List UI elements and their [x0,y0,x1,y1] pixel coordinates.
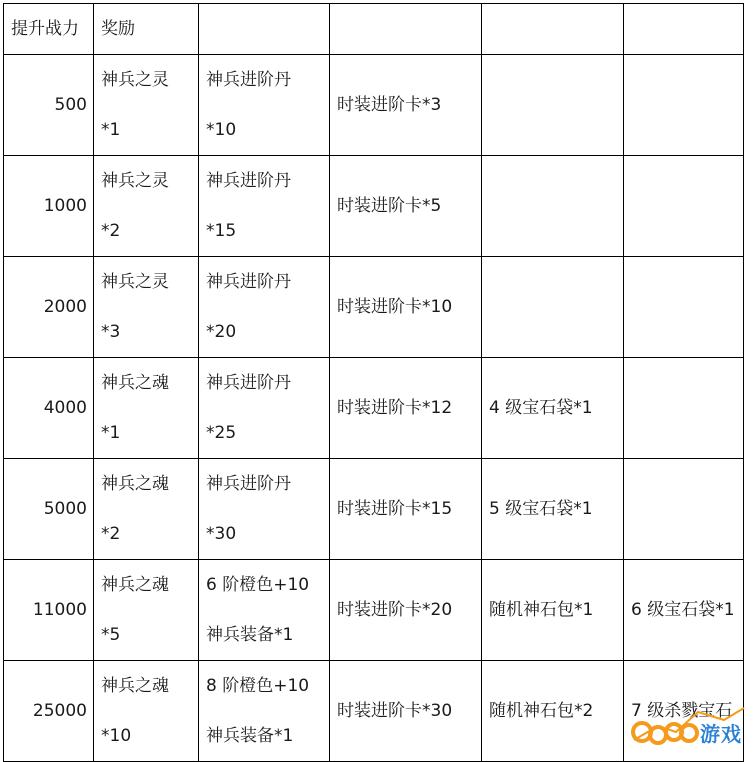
reward-line: 神兵之魂 [101,575,169,595]
power-cell: 500 [4,55,94,156]
power-cell: 5000 [4,459,94,560]
reward-cell-1 [94,156,199,257]
reward-cell-2 [199,358,330,459]
table-row [4,358,744,459]
reward-line: *1 [101,423,121,443]
header-empty-4 [624,4,744,55]
reward-cell-1 [94,560,199,661]
reward-cell-3: 时装进阶卡*5 [330,156,482,257]
power-cell: 4000 [4,358,94,459]
table-row [4,156,744,257]
table-row [4,459,744,560]
reward-line: *30 [206,524,237,544]
reward-cell-1 [94,257,199,358]
table-row [4,55,744,156]
reward-cell-4: 5 级宝石袋*1 [482,459,624,560]
reward-line: *10 [101,726,132,746]
reward-cell-5 [624,55,744,156]
reward-cell-1 [94,661,199,762]
reward-line: 神兵进阶丹 [206,171,291,191]
reward-line: 神兵之灵 [101,70,169,90]
header-empty-2 [330,4,482,55]
reward-line: 神兵之魂 [101,373,169,393]
reward-cell-5 [624,459,744,560]
header-empty-1 [199,4,330,55]
reward-line: *25 [206,423,237,443]
reward-line: *10 [206,120,237,140]
reward-cell-4: 随机神石包*1 [482,560,624,661]
reward-cell-5: 7 级杀戮宝石 [624,661,744,762]
reward-cell-4: 随机神石包*2 [482,661,624,762]
reward-cell-2 [199,156,330,257]
reward-cell-3: 时装进阶卡*10 [330,257,482,358]
reward-cell-5: 6 级宝石袋*1 [624,560,744,661]
reward-line: *2 [101,221,121,241]
header-empty-3 [482,4,624,55]
reward-line: 神兵进阶丹 [206,373,291,393]
reward-line: 神兵进阶丹 [206,70,291,90]
reward-line: 神兵装备*1 [206,726,294,746]
reward-cell-2 [199,560,330,661]
reward-cell-5 [624,156,744,257]
reward-cell-5 [624,358,744,459]
header-power: 提升战力 [4,4,94,55]
reward-line: *15 [206,221,237,241]
reward-cell-2 [199,257,330,358]
reward-cell-3: 时装进阶卡*12 [330,358,482,459]
watermark-text: 游戏 [700,722,742,746]
reward-cell-3: 时装进阶卡*20 [330,560,482,661]
table-row [4,560,744,661]
reward-cell-3: 时装进阶卡*3 [330,55,482,156]
reward-cell-3: 时装进阶卡*30 [330,661,482,762]
reward-cell-1 [94,55,199,156]
reward-line: 神兵装备*1 [206,625,294,645]
reward-line: 神兵进阶丹 [206,474,291,494]
reward-cell-3: 时装进阶卡*15 [330,459,482,560]
reward-line: *3 [101,322,121,342]
reward-line: *1 [101,120,121,140]
power-cell: 25000 [4,661,94,762]
reward-cell-5 [624,257,744,358]
reward-cell-1 [94,358,199,459]
reward-line: 神兵之灵 [101,272,169,292]
header-row [4,4,744,55]
reward-line: 6 阶橙色+10 [206,575,310,595]
reward-line: 8 阶橙色+10 [206,676,310,696]
reward-cell-4 [482,55,624,156]
power-cell: 1000 [4,156,94,257]
reward-cell-4 [482,156,624,257]
reward-cell-4 [482,257,624,358]
reward-line: 神兵之魂 [101,474,169,494]
reward-line: *2 [101,524,121,544]
reward-line: *5 [101,625,121,645]
reward-cell-2 [199,55,330,156]
power-cell: 2000 [4,257,94,358]
reward-cell-2 [199,661,330,762]
reward-table [3,3,744,762]
power-cell: 11000 [4,560,94,661]
site-watermark [628,702,748,750]
reward-line: *20 [206,322,237,342]
reward-line: 神兵之魂 [101,676,169,696]
reward-line: 神兵进阶丹 [206,272,291,292]
reward-cell-2 [199,459,330,560]
reward-cell-4: 4 级宝石袋*1 [482,358,624,459]
table-row [4,257,744,358]
header-reward: 奖励 [94,4,199,55]
reward-line: 神兵之灵 [101,171,169,191]
reward-cell-1 [94,459,199,560]
